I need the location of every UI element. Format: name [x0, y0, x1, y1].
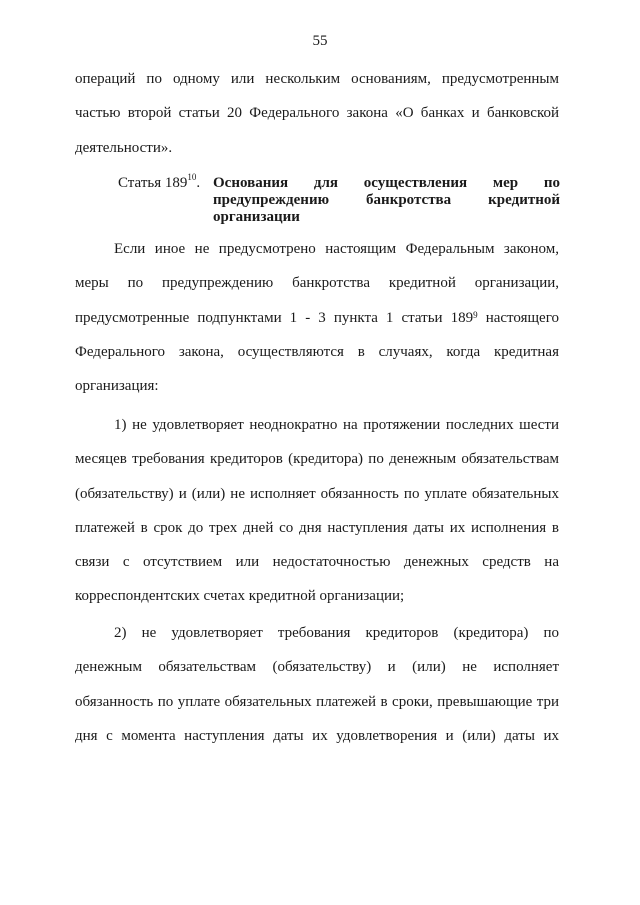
text-line: месяцев требования кредиторов (кредитора) по денежным обязательствам	[75, 451, 559, 468]
paragraph-item-1	[75, 408, 559, 614]
text-line: дня с момента наступления даты их удовлетворения и (или) даты их	[75, 727, 559, 744]
text-line: денежным обязательствам (обязательству) и (или) не исполняет	[75, 659, 559, 676]
page-number: 55	[312, 33, 328, 49]
text-line: деятельности».	[75, 139, 173, 156]
article-number: Статья $189^{10}$.	[118, 172, 201, 191]
text-line: предусмотренные подпунктами 1 - 3 пункта 1 статьи 189$^9$ настоящего	[75, 309, 559, 326]
intro-paragraph	[75, 62, 559, 165]
text-line: корреспондентских счетах кредитной организации;	[75, 588, 405, 605]
text-line: организация:	[75, 378, 159, 395]
text-line: Федерального закона, осуществляются в случаях, когда кредитная	[75, 343, 559, 360]
text-line: меры по предупреждению банкротства кредитной организации,	[75, 275, 559, 292]
text-line: Если иное не предусмотрено настоящим Федеральным законом,	[114, 241, 559, 257]
article-title	[213, 175, 560, 226]
text-line: частью второй статьи 20 Федерального закона «О банках и банковской	[75, 105, 559, 122]
text-line: операций по одному или нескольким основаниям, предусмотренным	[75, 71, 559, 87]
article-title-line: Основания для осуществления мер по	[213, 175, 560, 191]
article-title-line: организации	[213, 209, 300, 225]
text-line: обязанность по уплате обязательных платежей в сроки, превышающие три	[75, 693, 559, 710]
paragraph-item-2	[75, 616, 559, 753]
text-line: 2) не удовлетворяет требования кредиторов (кредитора) по	[114, 625, 559, 641]
article-title-line: предупреждению банкротства кредитной	[213, 192, 560, 208]
text-line: 1) не удовлетворяет неоднократно на протяжении последних шести	[114, 417, 559, 433]
text-line: платежей в срок до трех дней со дня наступления даты их исполнения в	[75, 519, 559, 536]
text-line: связи с отсутствием или недостаточностью денежных средств на	[75, 554, 559, 571]
text-line: (обязательству) и (или) не исполняет обязанность по уплате обязательных	[75, 485, 559, 502]
paragraph-conditions	[75, 232, 559, 403]
